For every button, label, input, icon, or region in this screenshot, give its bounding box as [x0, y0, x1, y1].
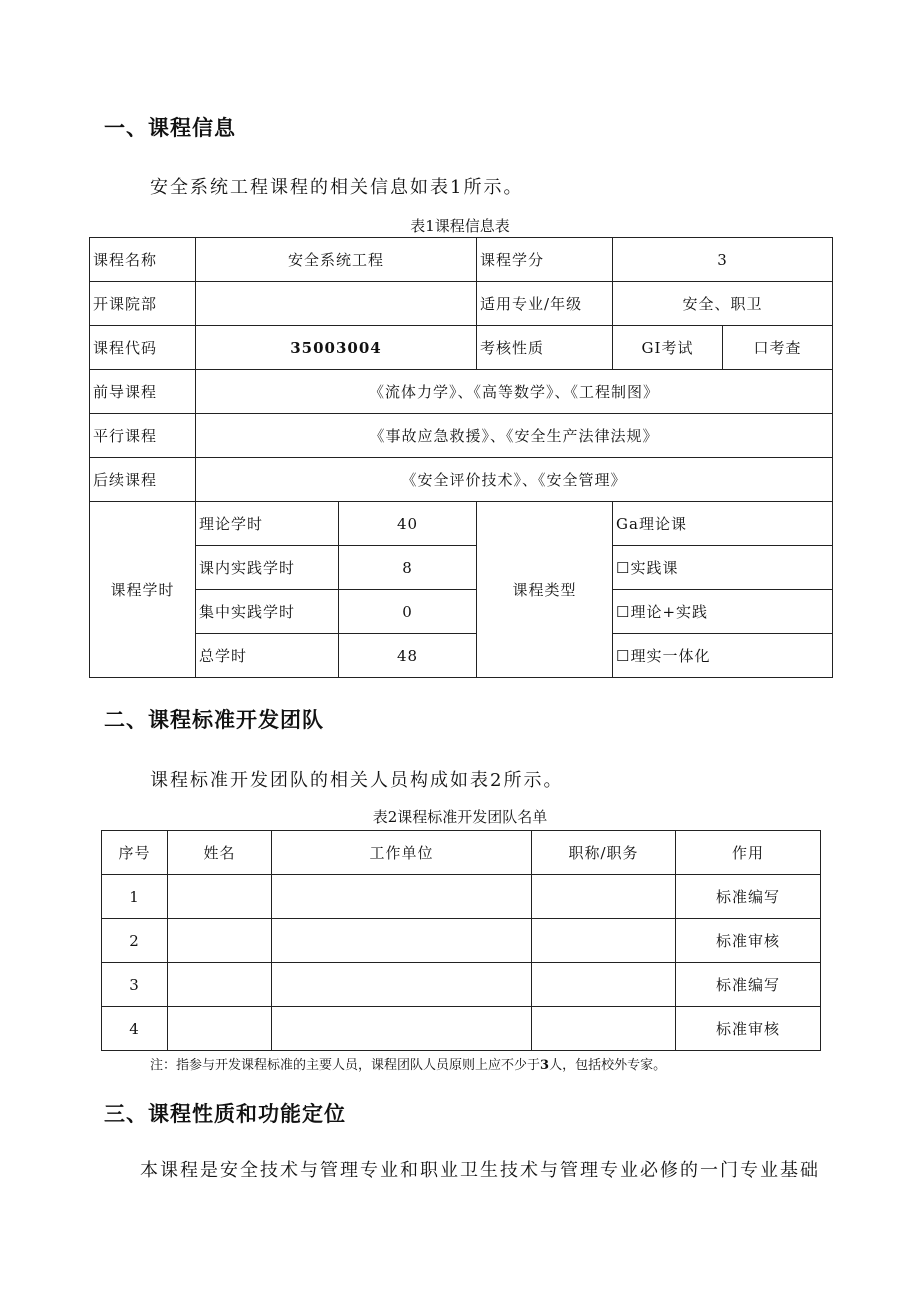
table-row	[90, 502, 833, 546]
course-type-label: 课程类型	[477, 502, 613, 678]
course-type-option: ☐理论+实践	[613, 590, 833, 634]
course-name-value: 安全系统工程	[196, 238, 477, 282]
table-row	[90, 370, 833, 414]
assessment-exam-option: GI考试	[613, 326, 723, 370]
course-info-table	[89, 237, 833, 678]
table2-note	[150, 1054, 666, 1073]
team-table	[101, 830, 821, 1051]
table-row	[102, 919, 821, 963]
header-index: 序号	[102, 831, 168, 875]
table-row	[90, 634, 833, 678]
follow-course-label: 后续课程	[90, 458, 196, 502]
cell-name	[168, 919, 272, 963]
section2-intro: 课程标准开发团队的相关人员构成如表2所示。	[150, 770, 564, 791]
parallel-course-label: 平行课程	[90, 414, 196, 458]
college-label: 开课院部	[90, 282, 196, 326]
assessment-check-option: 口考查	[723, 326, 833, 370]
course-type-option: ☐理实一体化	[613, 634, 833, 678]
cell-employer	[272, 919, 532, 963]
hours-label: 理论学时	[196, 502, 339, 546]
table-row	[90, 414, 833, 458]
cell-employer	[272, 1007, 532, 1051]
course-code-value: 35003004	[196, 326, 477, 370]
table-row	[90, 282, 833, 326]
hours-value: 0	[339, 590, 477, 634]
cell-employer	[272, 875, 532, 919]
prerequisite-label: 前导课程	[90, 370, 196, 414]
table-row	[90, 326, 833, 370]
hours-value: 48	[339, 634, 477, 678]
major-value: 安全、职卫	[613, 282, 833, 326]
header-role: 作用	[676, 831, 821, 875]
table1-caption: 表1课程信息表	[410, 217, 510, 235]
cell-name	[168, 875, 272, 919]
cell-title	[532, 1007, 676, 1051]
table-row	[102, 1007, 821, 1051]
hours-label: 课内实践学时	[196, 546, 339, 590]
cell-index: 3	[102, 963, 168, 1007]
cell-name	[168, 1007, 272, 1051]
cell-role: 标准编写	[676, 963, 821, 1007]
cell-role: 标准审核	[676, 919, 821, 963]
table-header-row	[102, 831, 821, 875]
course-name-label: 课程名称	[90, 238, 196, 282]
table2-caption: 表2课程标准开发团队名单	[372, 808, 548, 826]
parallel-course-value: 《事故应急救援》、《安全生产法律法规》	[196, 414, 833, 458]
note-prefix: 注：指参与开发课程标准的主要人员，课程团队人员原则上应不少于	[150, 1058, 541, 1073]
college-value	[196, 282, 477, 326]
course-credit-value: 3	[613, 238, 833, 282]
header-title: 职称/职务	[532, 831, 676, 875]
cell-index: 1	[102, 875, 168, 919]
course-type-option: ☐实践课	[613, 546, 833, 590]
hours-value: 40	[339, 502, 477, 546]
table-row	[90, 458, 833, 502]
cell-title	[532, 963, 676, 1007]
course-credit-label: 课程学分	[477, 238, 613, 282]
course-type-option: Ga理论课	[613, 502, 833, 546]
cell-index: 4	[102, 1007, 168, 1051]
header-employer: 工作单位	[272, 831, 532, 875]
cell-employer	[272, 963, 532, 1007]
note-suffix: 人，包括校外专家。	[549, 1058, 667, 1073]
prerequisite-value: 《流体力学》、《高等数学》、《工程制图》	[196, 370, 833, 414]
course-code-label: 课程代码	[90, 326, 196, 370]
note-number: 3	[540, 1058, 550, 1073]
cell-title	[532, 875, 676, 919]
course-hours-label: 课程学时	[90, 502, 196, 678]
table-row	[102, 963, 821, 1007]
cell-role: 标准审核	[676, 1007, 821, 1051]
hours-value: 8	[339, 546, 477, 590]
follow-course-value: 《安全评价技术》、《安全管理》	[196, 458, 833, 502]
cell-role: 标准编写	[676, 875, 821, 919]
table-row	[102, 875, 821, 919]
cell-index: 2	[102, 919, 168, 963]
hours-label: 集中实践学时	[196, 590, 339, 634]
table-row	[90, 546, 833, 590]
section1-heading: 一、课程信息	[104, 116, 236, 140]
table-row	[90, 590, 833, 634]
major-label: 适用专业/年级	[477, 282, 613, 326]
cell-name	[168, 963, 272, 1007]
hours-label: 总学时	[196, 634, 339, 678]
section2-heading: 二、课程标准开发团队	[104, 708, 324, 732]
section3-intro: 本课程是安全技术与管理专业和职业卫生技术与管理专业必修的一门专业基础	[140, 1160, 820, 1181]
section1-intro: 安全系统工程课程的相关信息如表1所示。	[150, 177, 524, 198]
table-row	[90, 238, 833, 282]
cell-title	[532, 919, 676, 963]
section3-heading: 三、课程性质和功能定位	[104, 1102, 346, 1126]
header-name: 姓名	[168, 831, 272, 875]
assessment-label: 考核性质	[477, 326, 613, 370]
